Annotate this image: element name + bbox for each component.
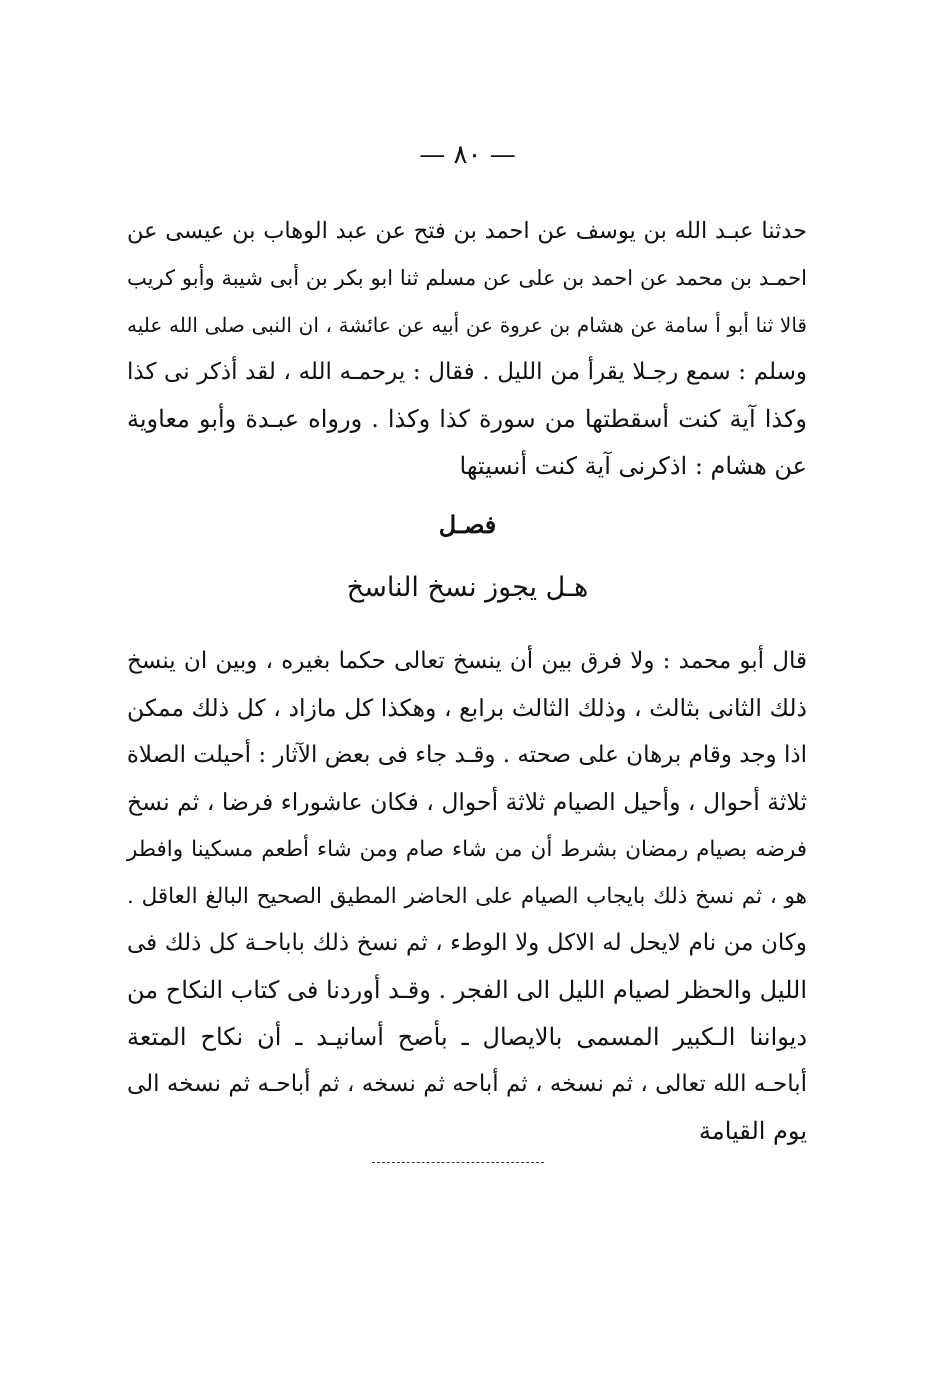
paragraph-line: وسلم : سمع رجـلا يقرأ من الليل . فقال : يرحمـه الله ، لقد أذكر نى كذا [127,359,807,385]
section-subtitle: هـل يجوز نسخ الناسخ [346,572,589,603]
paragraph-line: فرضه بصيام رمضان بشرط أن من شاء صام ومن شاء أطعم مسكينا وافطر [127,837,807,862]
end-divider [372,1162,544,1163]
paragraph-line: احمـد بن محمد عن احمد بن على عن مسلم ثنا ابو بكر بن أبى شيبة وأبو كريب [127,266,807,290]
paragraph-line: قالا ثنا أبو أ سامة عن هشام بن عروة عن أبيه عن عائشة ، ان النبى صلى الله عليه [127,313,807,337]
paragraph-line: حدثنا عبـد الله بن يوسف عن احمد بن فتح عن عبد الوهاب بن عيسى عن [127,218,807,244]
paragraph-line: ثلاثة أحوال ، وأحيل الصيام ثلاثة أحوال ، فكان عاشوراء فرضا ، ثم نسخ [127,788,807,816]
paragraph-line: ديواننا الـكبير المسمى بالايصال ـ بأصح أسانيـد ـ أن نكاح المتعة [127,1023,807,1051]
section-title: فصـل [438,510,497,539]
paragraph-line: عن هشام : اذكرنى آية كنت أنسيتها [459,452,807,480]
paragraph-line: اذا وجد وقام برهان على صحته . وقـد جاء فى بعض الآثار : أحيلت الصلاة [126,742,807,768]
paragraph-line: الليل والحظر لصيام الليل الى الفجر . وقـد أوردنا فى كتاب النكاح من [127,976,807,1004]
paragraph-line: وكان من نام لايحل له الاكل ولا الوطء ، ثم نسخ ذلك باباحـة كل ذلك فى [127,930,807,956]
paragraph-line: وكذا آية كنت أسقطتها من سورة كذا وكذا . ورواه عبـدة وأبو معاوية [127,405,807,433]
paragraph-line: قال أبو محمد : ولا فرق بين أن ينسخ تعالى حكما بغيره ، وبين ان ينسخ [127,648,807,674]
page-number: — ٨٠ — [419,140,516,170]
paragraph-line: هو ، ثم نسخ ذلك بايجاب الصيام على الحاضر المطيق الصحيح البالغ العاقل . [127,884,807,909]
paragraph-line: يوم القيامة [699,1117,807,1145]
paragraph-abrogation [127,638,807,1155]
paragraph-line: ذلك الثانى بثالث ، وذلك الثالث برابع ، وهكذا كل مازاد ، كل ذلك ممكن [127,694,807,722]
paragraph-hadith [127,208,807,490]
paragraph-line: أباحـه الله تعالى ، ثم نسخه ، ثم أباحه ثم نسخه ، ثم أباحـه ثم نسخه الى [127,1071,807,1097]
